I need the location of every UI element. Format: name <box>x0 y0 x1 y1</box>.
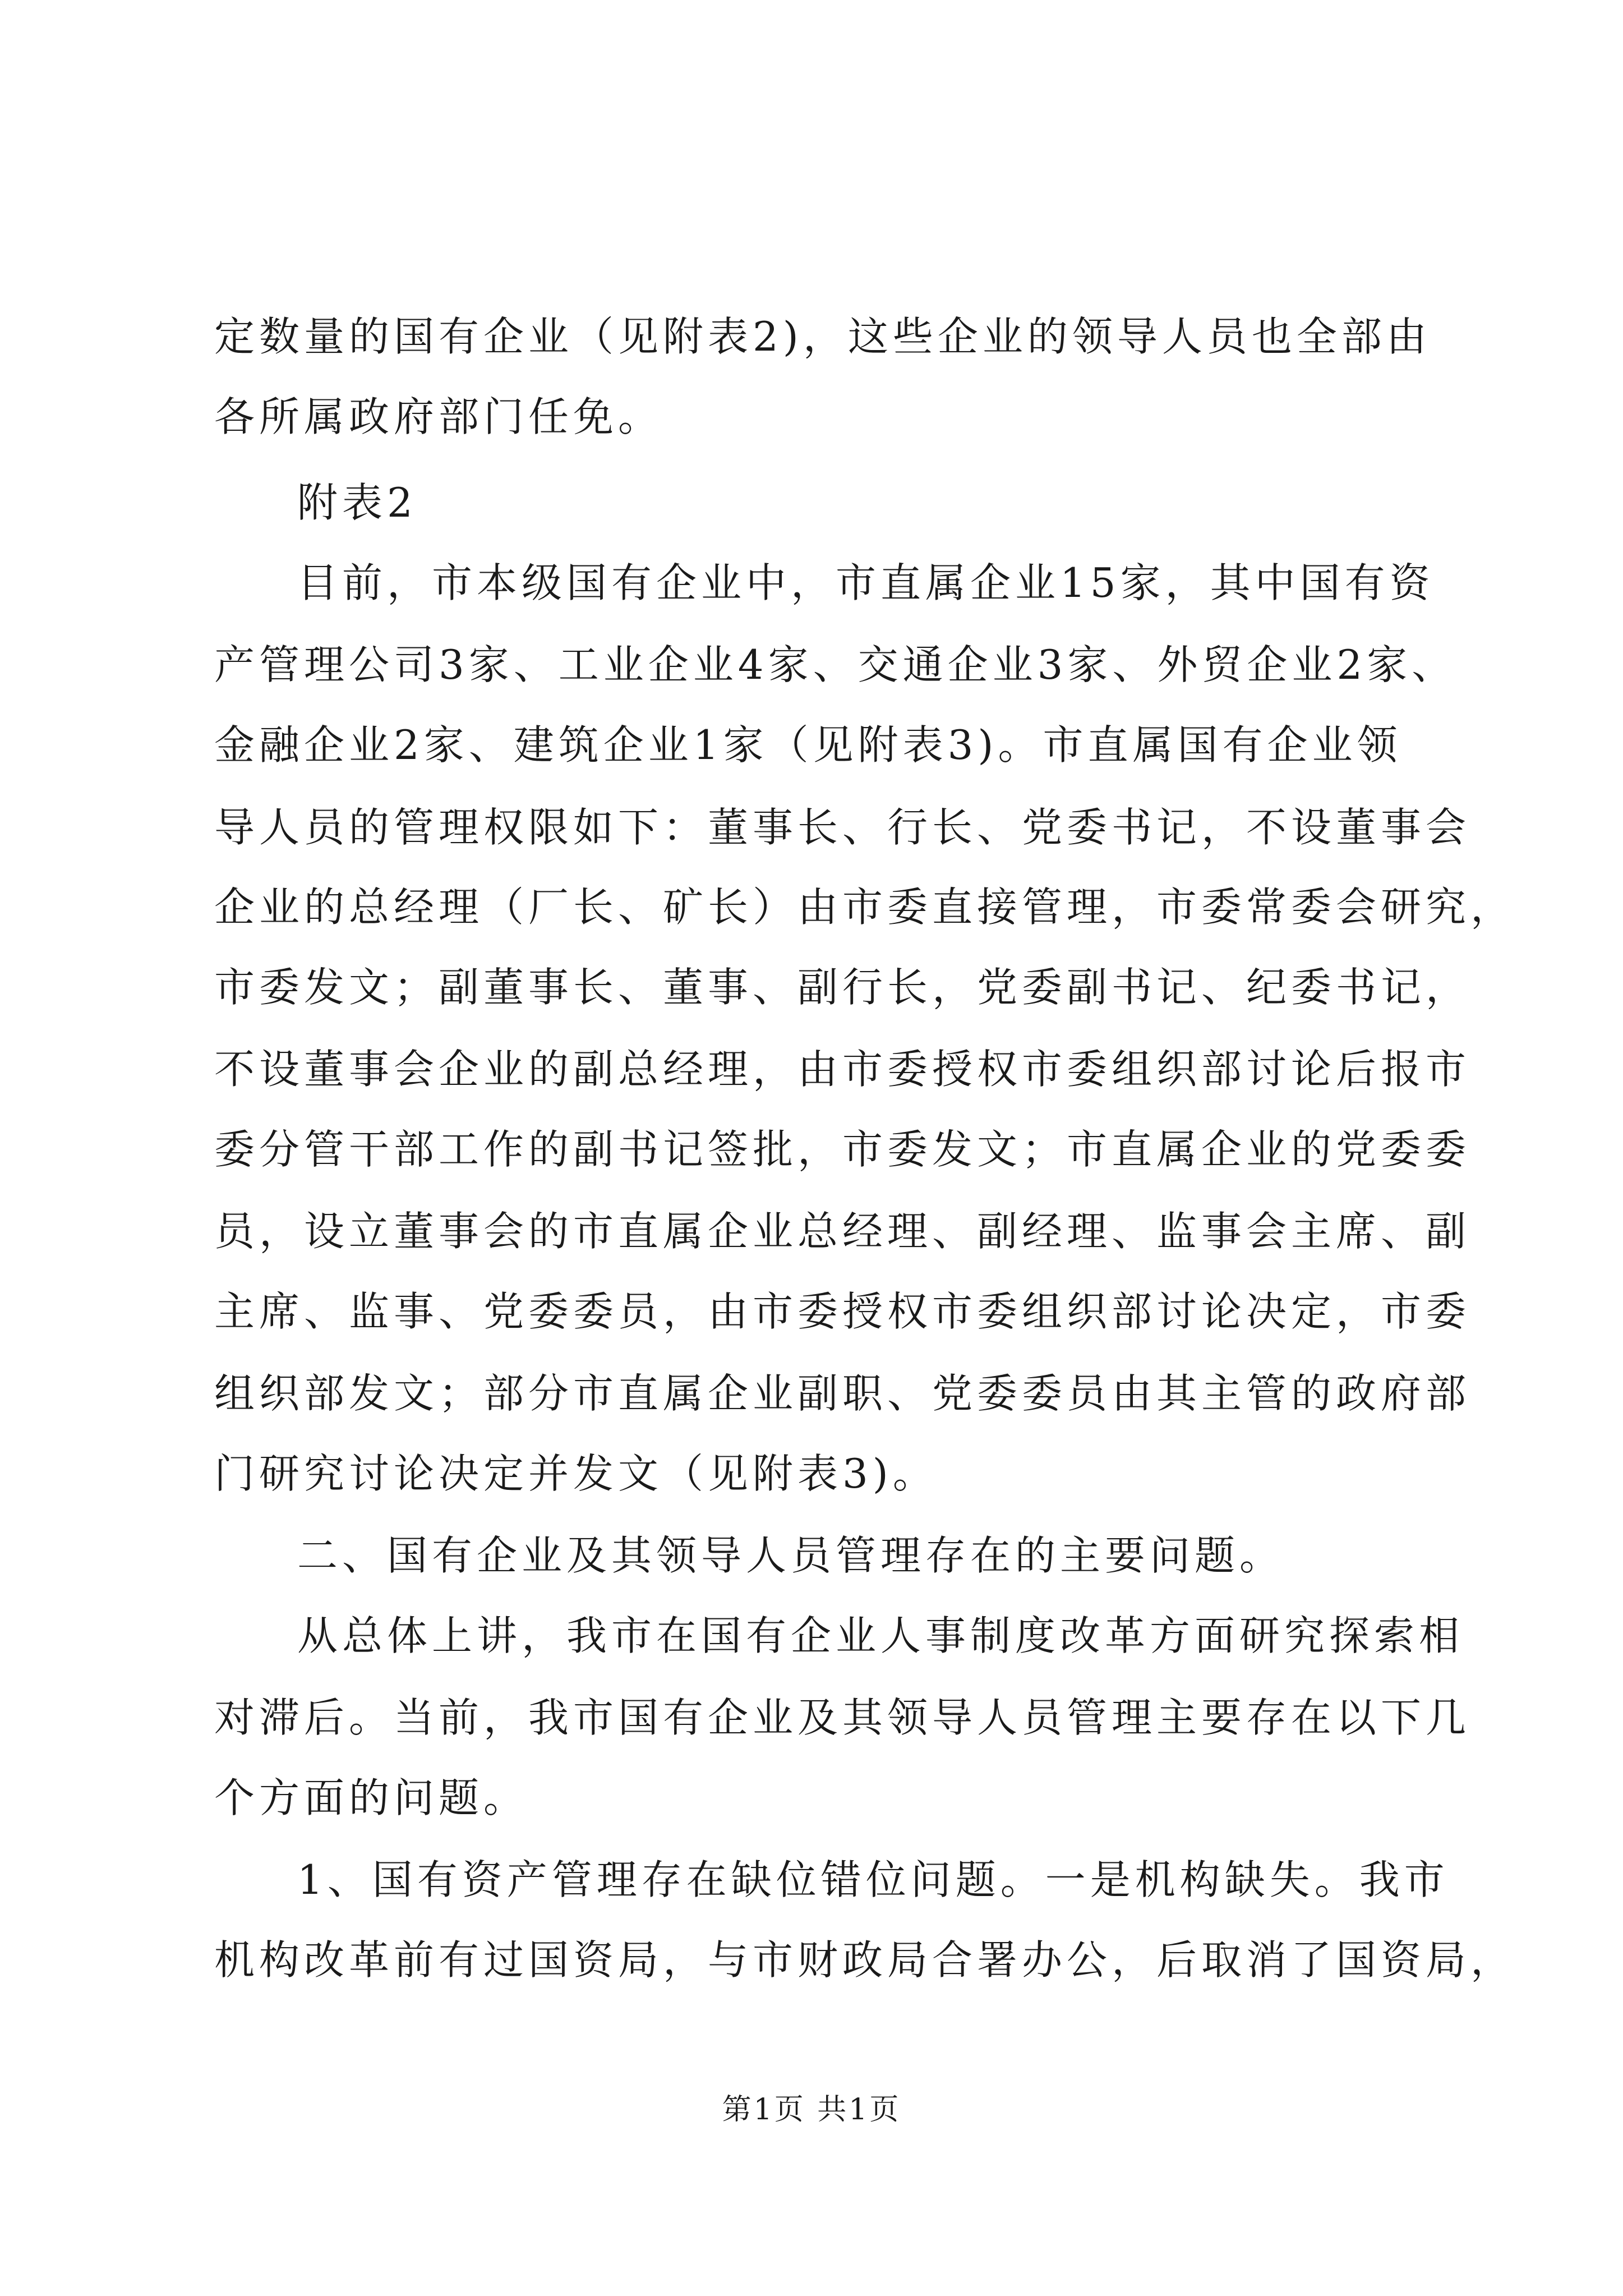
text-line: 委分管干部工作的副书记签批，市委发文；市直属企业的党委委 <box>214 1126 1471 1173</box>
text-line: 各所属政府部门任免。 <box>214 393 663 440</box>
paragraph-start: 从总体上讲，我市在国有企业人事制度改革方面研究探索相 <box>297 1612 1464 1659</box>
text-line: 定数量的国有企业（见附表2)，这些企业的领导人员也全部由 <box>214 313 1431 360</box>
text-line: 产管理公司3家、工业企业4家、交通企业3家、外贸企业2家、 <box>214 641 1457 688</box>
text-line: 主席、监事、党委委员，由市委授权市委组织部讨论决定，市委 <box>214 1288 1471 1335</box>
section-heading: 二、国有企业及其领导人员管理存在的主要问题。 <box>297 1532 1285 1579</box>
text-line: 机构改革前有过国资局，与市财政局合署办公，后取消了国资局， <box>214 1936 1516 1984</box>
text-line: 个方面的问题。 <box>214 1774 529 1821</box>
text-line: 对滞后。当前，我市国有企业及其领导人员管理主要存在以下几 <box>214 1694 1471 1741</box>
text-line: 企业的总经理（厂长、矿长）由市委直接管理，市委常委会研究， <box>214 884 1516 931</box>
text-line: 市委发文；副董事长、董事、副行长，党委副书记、纪委书记， <box>214 964 1471 1011</box>
text-line: 组织部发文；部分市直属企业副职、党委委员由其主管的政府部 <box>214 1370 1471 1417</box>
paragraph-start: 1、国有资产管理存在缺位错位问题。一是机构缺失。我市 <box>297 1856 1449 1903</box>
page-footer: 第1页 共1页 <box>722 2093 901 2127</box>
appendix-label: 附表2 <box>297 479 417 526</box>
text-line: 不设董事会企业的副总经理，由市委授权市委组织部讨论后报市 <box>214 1046 1471 1093</box>
text-line: 导人员的管理权限如下：董事长、行长、党委书记，不设董事会 <box>214 804 1471 851</box>
text-line: 门研究讨论决定并发文（见附表3)。 <box>214 1450 938 1497</box>
text-line: 金融企业2家、建筑企业1家（见附表3)。市直属国有企业领 <box>214 721 1402 769</box>
paragraph-start: 目前，市本级国有企业中，市直属企业15家，其中国有资 <box>297 559 1435 606</box>
text-line: 员，设立董事会的市直属企业总经理、副经理、监事会主席、副 <box>214 1208 1471 1255</box>
